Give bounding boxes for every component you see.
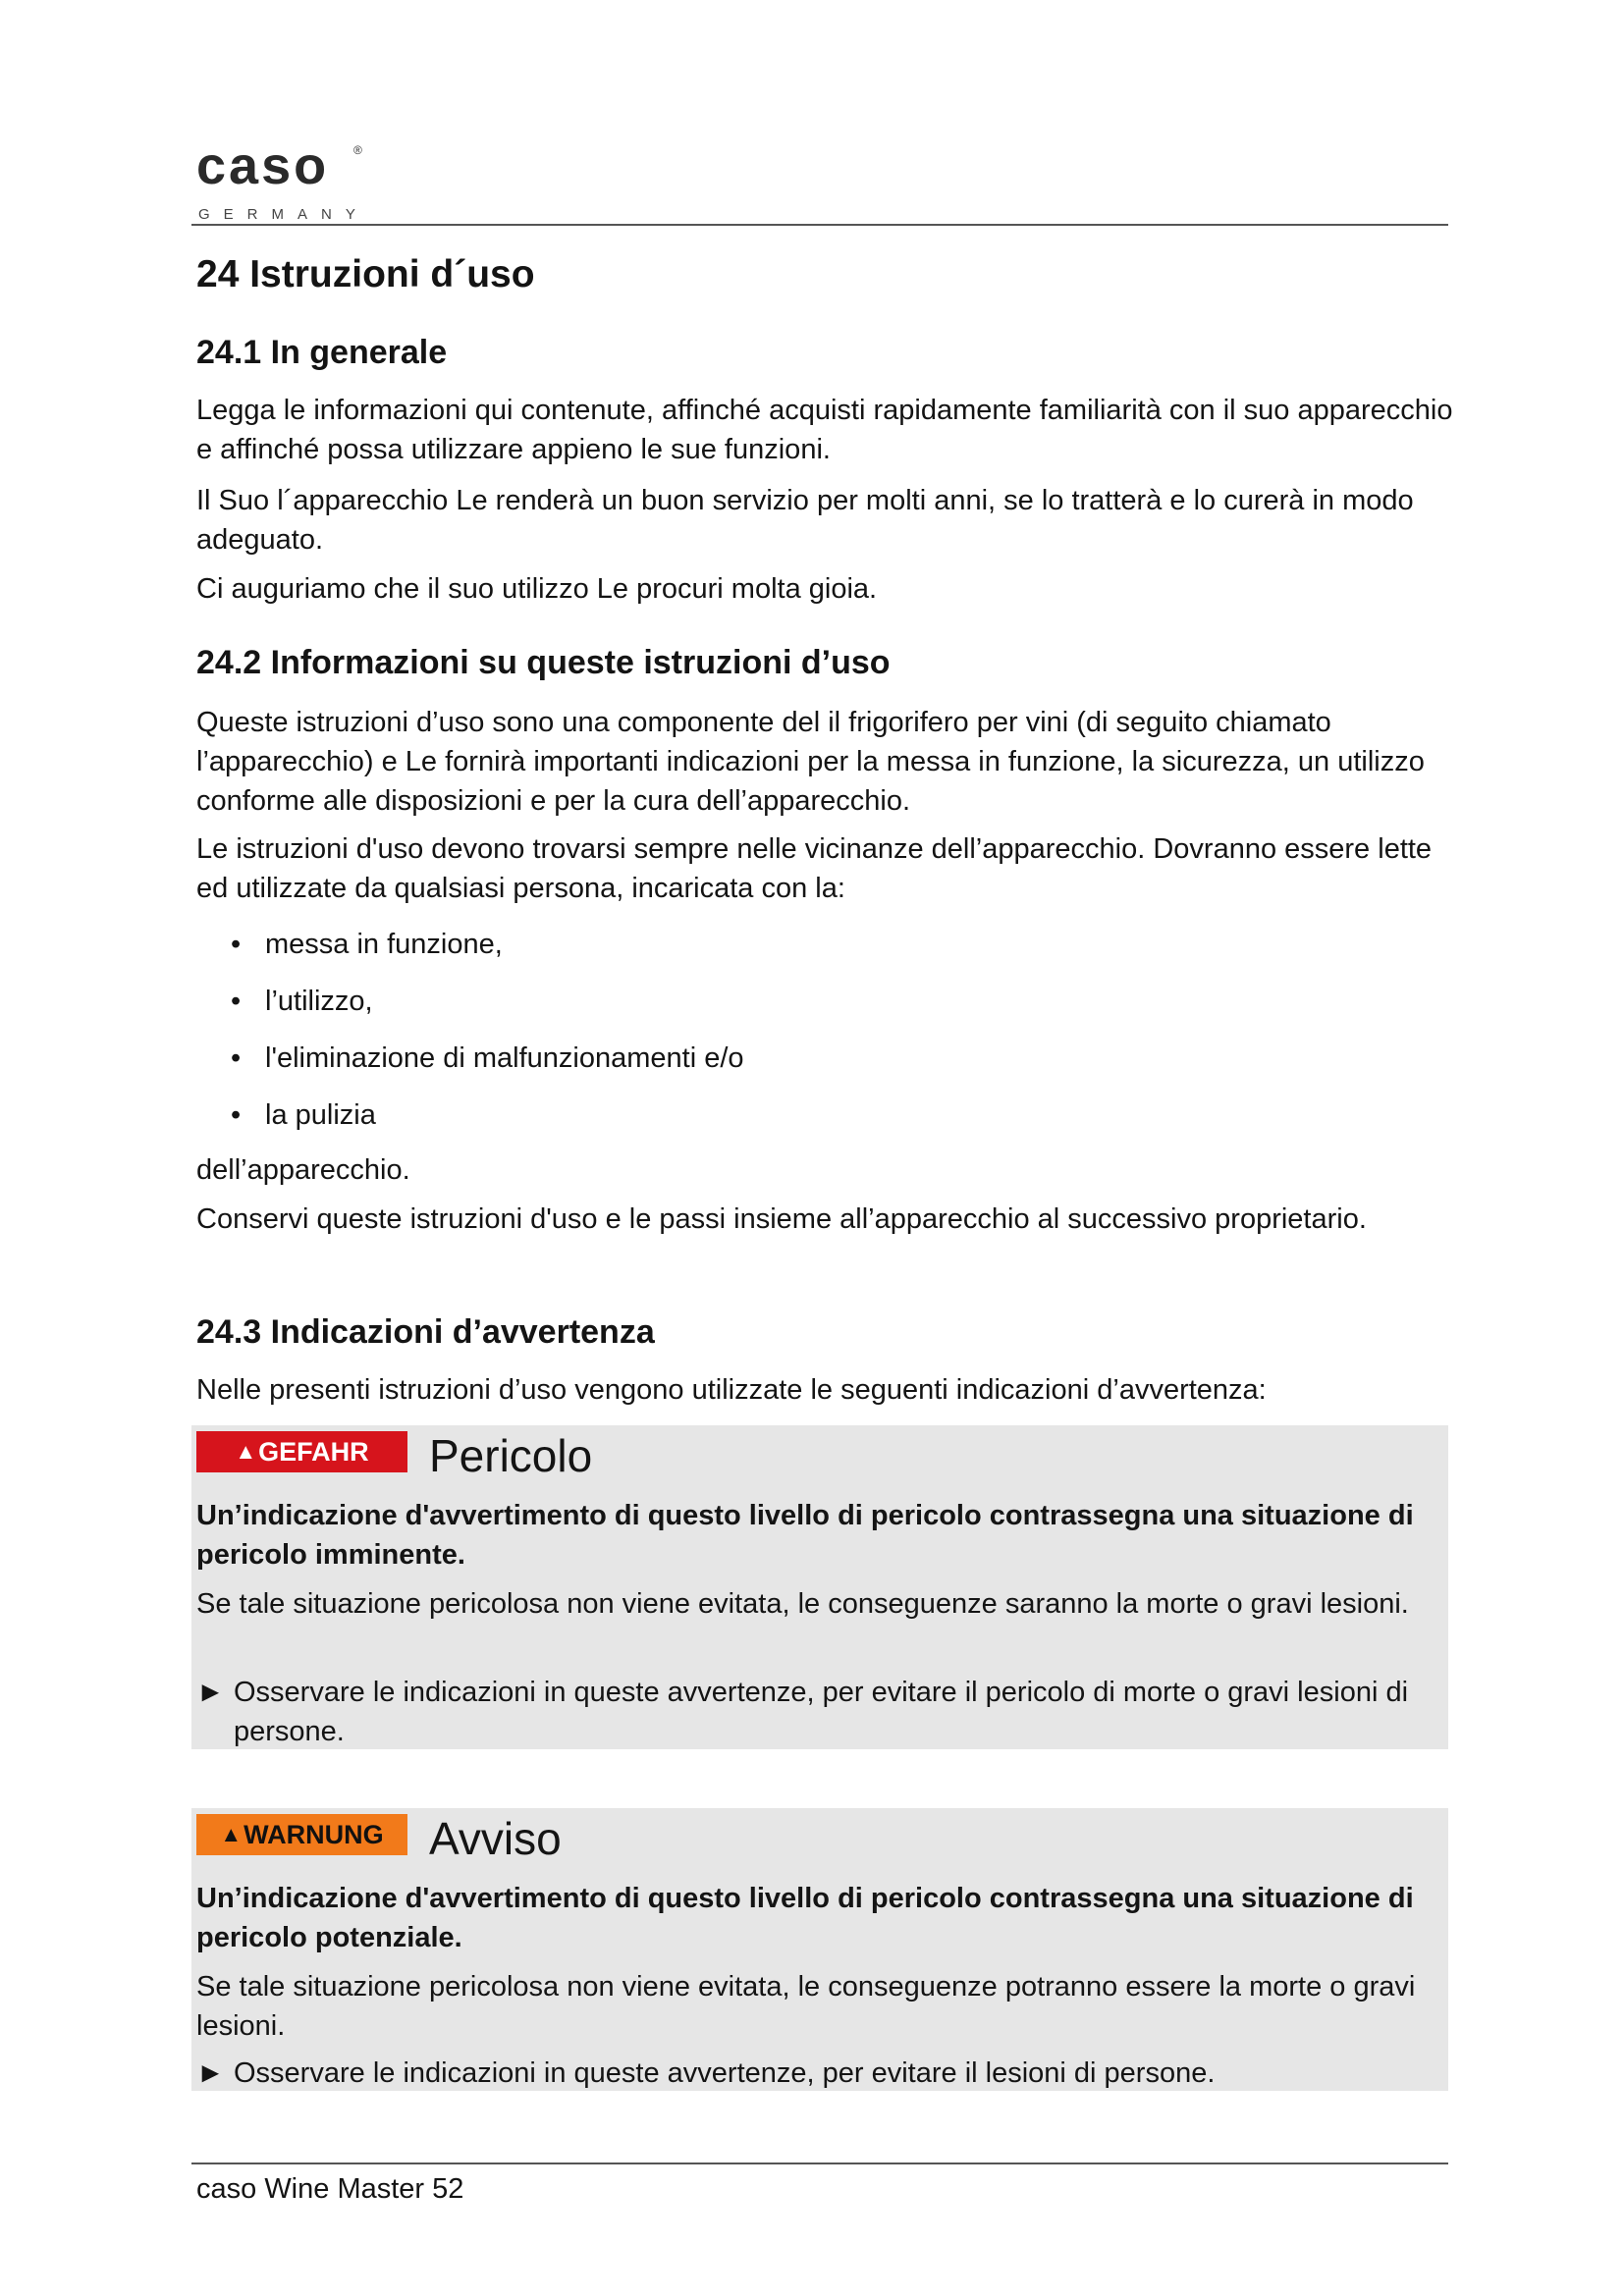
section-title: 24 Istruzioni d´uso — [196, 253, 535, 295]
bullet-icon: • — [231, 986, 242, 1017]
header-divider — [191, 224, 1448, 226]
about-paragraph-2: Le istruzioni d'uso devono trovarsi sempre nelle vicinanze dell’apparecchio. Dovranno essere lette ed utilizzate da qualsiasi persona, incaricata con la: — [196, 833, 1433, 904]
warning-action — [196, 2054, 1453, 2093]
bullet-icon: • — [231, 1099, 242, 1131]
logo-subtitle: GERMANY — [198, 206, 369, 223]
danger-consequence: Se tale situazione pericolosa non viene evitata, le conseguenze saranno la morte o gravi lesioni. — [196, 1588, 1409, 1620]
danger-title: Pericolo — [429, 1430, 593, 1481]
subsection-title-general: 24.1 In generale — [196, 334, 448, 371]
list-item: l'eliminazione di malfunzionamenti e/o — [265, 1042, 744, 1074]
page-footer: caso Wine Master 52 — [196, 2173, 464, 2205]
warning-badge-label: WARNUNG — [244, 1819, 384, 1849]
about-paragraph-3: dell’apparecchio. — [196, 1154, 410, 1186]
subsection-title-about-instructions: 24.2 Informazioni su queste istruzioni d’uso — [196, 644, 891, 681]
footer-divider — [191, 2163, 1448, 2164]
about-paragraph-4: Conservi queste istruzioni d'uso e le passi insieme all’apparecchio al successivo proprietario. — [196, 1203, 1367, 1235]
arrow-right-icon: ► — [196, 2057, 225, 2089]
warning-triangle-icon: ▲ — [235, 1439, 257, 1464]
warning-title: Avviso — [429, 1813, 562, 1864]
warning-badge — [196, 1814, 407, 1855]
danger-badge — [196, 1431, 407, 1472]
arrow-right-icon: ► — [196, 1677, 225, 1708]
logo-wordmark: caso — [196, 136, 330, 195]
bullet-icon: • — [231, 1042, 242, 1074]
warning-description: Un’indicazione d'avvertimento di questo livello di pericolo contrassegna una situazione di pericolo potenziale. — [196, 1883, 1414, 1953]
list-item: la pulizia — [265, 1099, 376, 1131]
bullet-icon: • — [231, 929, 242, 960]
list-item: l’utilizzo, — [265, 986, 373, 1017]
warning-triangle-icon: ▲ — [220, 1822, 243, 1846]
warning-action-text: Osservare le indicazioni in queste avvertenze, per evitare il lesioni di persone. — [234, 2057, 1216, 2089]
general-paragraph-1: Legga le informazioni qui contenute, affinché acquisti rapidamente familiarità con il suo apparecchio e affinché possa utilizzare appieno le sue funzioni. — [196, 395, 1453, 465]
brand-logo — [177, 128, 383, 236]
subsection-title-warnings: 24.3 Indicazioni d’avvertenza — [196, 1313, 655, 1351]
general-paragraph-3: Ci auguriamo che il suo utilizzo Le procuri molta gioia. — [196, 573, 878, 605]
danger-action — [196, 1673, 1453, 1751]
warning-consequence: Se tale situazione pericolosa non viene evitata, le conseguenze potranno essere la morte o gravi lesioni. — [196, 1971, 1416, 2042]
general-paragraph-2: Il Suo l´apparecchio Le renderà un buon servizio per molti anni, se lo tratterà e lo curerà in modo adeguato. — [196, 485, 1414, 556]
warnings-intro: Nelle presenti istruzioni d’uso vengono utilizzate le seguenti indicazioni d’avvertenza: — [196, 1374, 1267, 1406]
danger-badge-label: GEFAHR — [258, 1436, 369, 1467]
danger-action-text: Osservare le indicazioni in queste avvertenze, per evitare il pericolo di morte o gravi lesioni di persone. — [234, 1677, 1409, 1747]
list-item: messa in funzione, — [265, 929, 503, 960]
about-paragraph-1: Queste istruzioni d’uso sono una componente del il frigorifero per vini (di seguito chiamato l’apparecchio) e Le fornirà importanti indicazioni per la messa in funzione, la sicurezza, un utilizzo conforme alle disposizioni e per la cura dell’apparecchio. — [196, 707, 1425, 817]
danger-description: Un’indicazione d'avvertimento di questo livello di pericolo contrassegna una situazione di pericolo imminente. — [196, 1500, 1414, 1571]
logo-registered-mark: ® — [353, 143, 362, 157]
